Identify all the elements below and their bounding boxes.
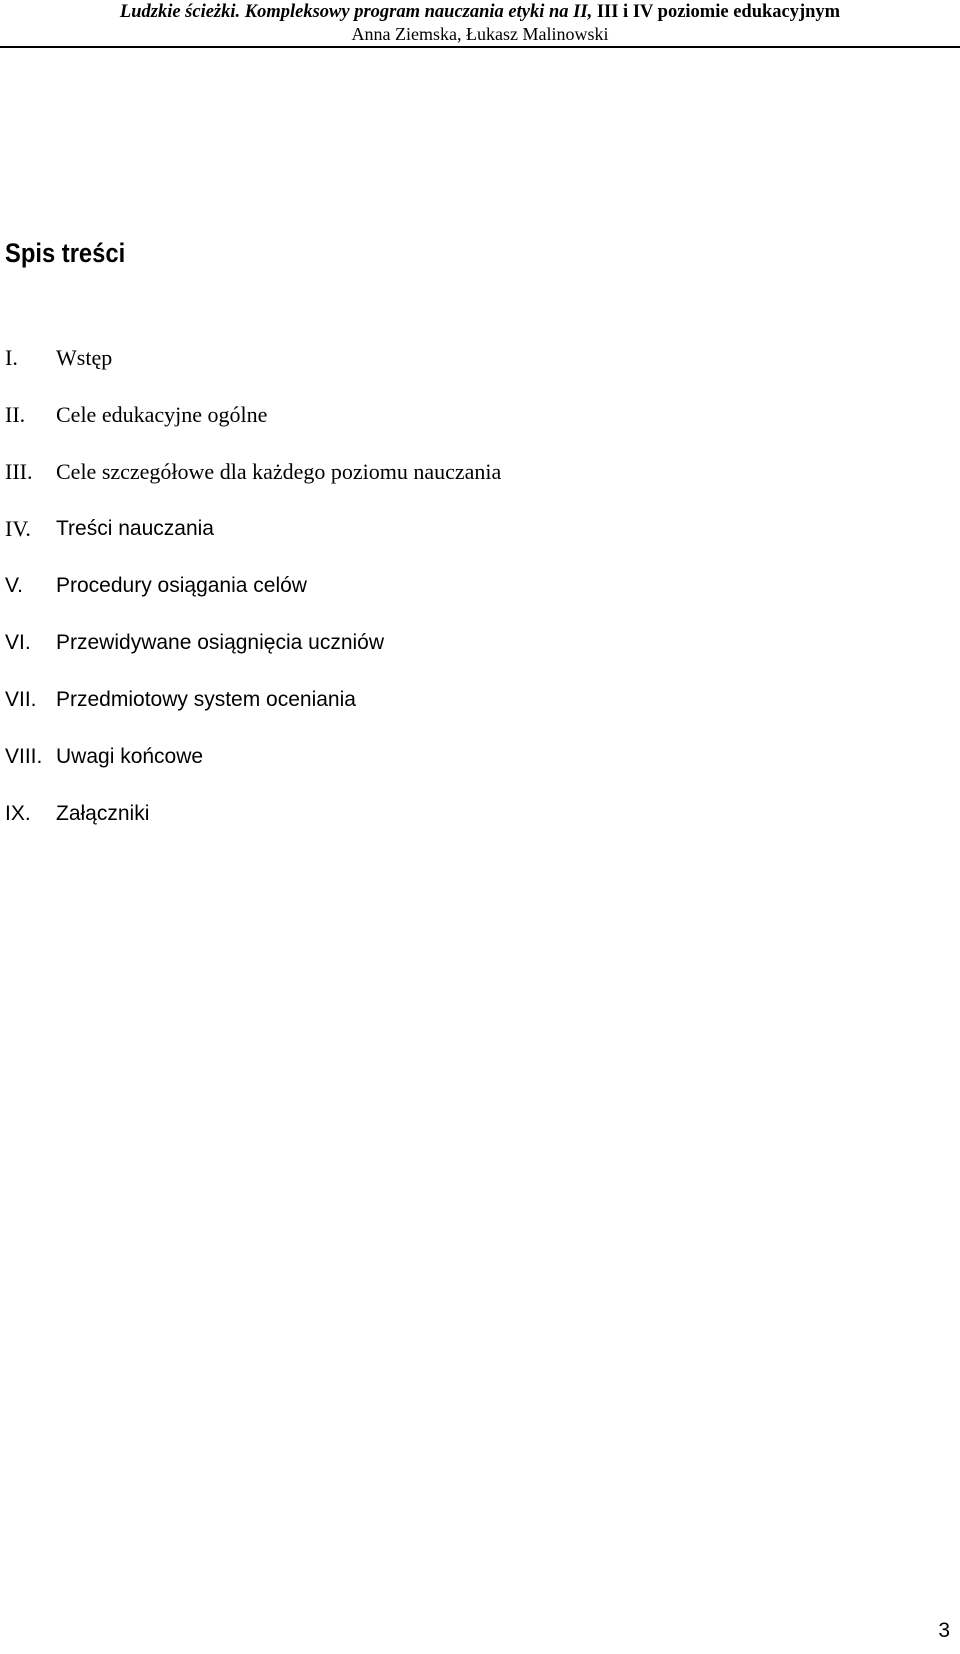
- toc-item-label: Uwagi końcowe: [56, 745, 204, 768]
- toc-item-label: Cele szczegółowe dla każdego poziomu nauczania: [56, 459, 502, 484]
- toc-item-label: Przedmiotowy system oceniania: [56, 688, 356, 711]
- document-title-regular: III i IV poziomie edukacyjnym: [592, 2, 841, 22]
- toc-item-label: Treści nauczania: [56, 517, 214, 540]
- toc-item-number: II.: [5, 402, 26, 427]
- toc-item-number: VII.: [5, 688, 37, 711]
- toc-heading: Spis treści: [5, 238, 126, 268]
- toc-item-number: V.: [5, 574, 23, 597]
- toc-item-label: Załączniki: [56, 802, 150, 825]
- document-title: [0, 1, 960, 23]
- toc-item-label: Przewidywane osiągnięcia uczniów: [56, 631, 385, 654]
- toc-item-number: III.: [5, 459, 33, 484]
- toc-item-label: Wstęp: [56, 345, 113, 370]
- page-header: [0, 0, 960, 48]
- toc-item-number: IX.: [5, 802, 31, 825]
- toc-item-label: Cele edukacyjne ogólne: [56, 402, 268, 427]
- toc-item-number: VIII.: [5, 745, 43, 768]
- document-authors: Anna Ziemska, Łukasz Malinowski: [351, 24, 609, 44]
- document-title-italic: Ludzkie ścieżki. Kompleksowy program nauczania etyki na II,: [119, 2, 593, 22]
- toc-item-number: I.: [5, 345, 18, 370]
- toc-item-number: VI.: [5, 631, 31, 654]
- page-number: 3: [938, 1619, 950, 1642]
- toc-item-label: Procedury osiągania celów: [56, 574, 307, 597]
- toc-item-number: IV.: [5, 516, 31, 541]
